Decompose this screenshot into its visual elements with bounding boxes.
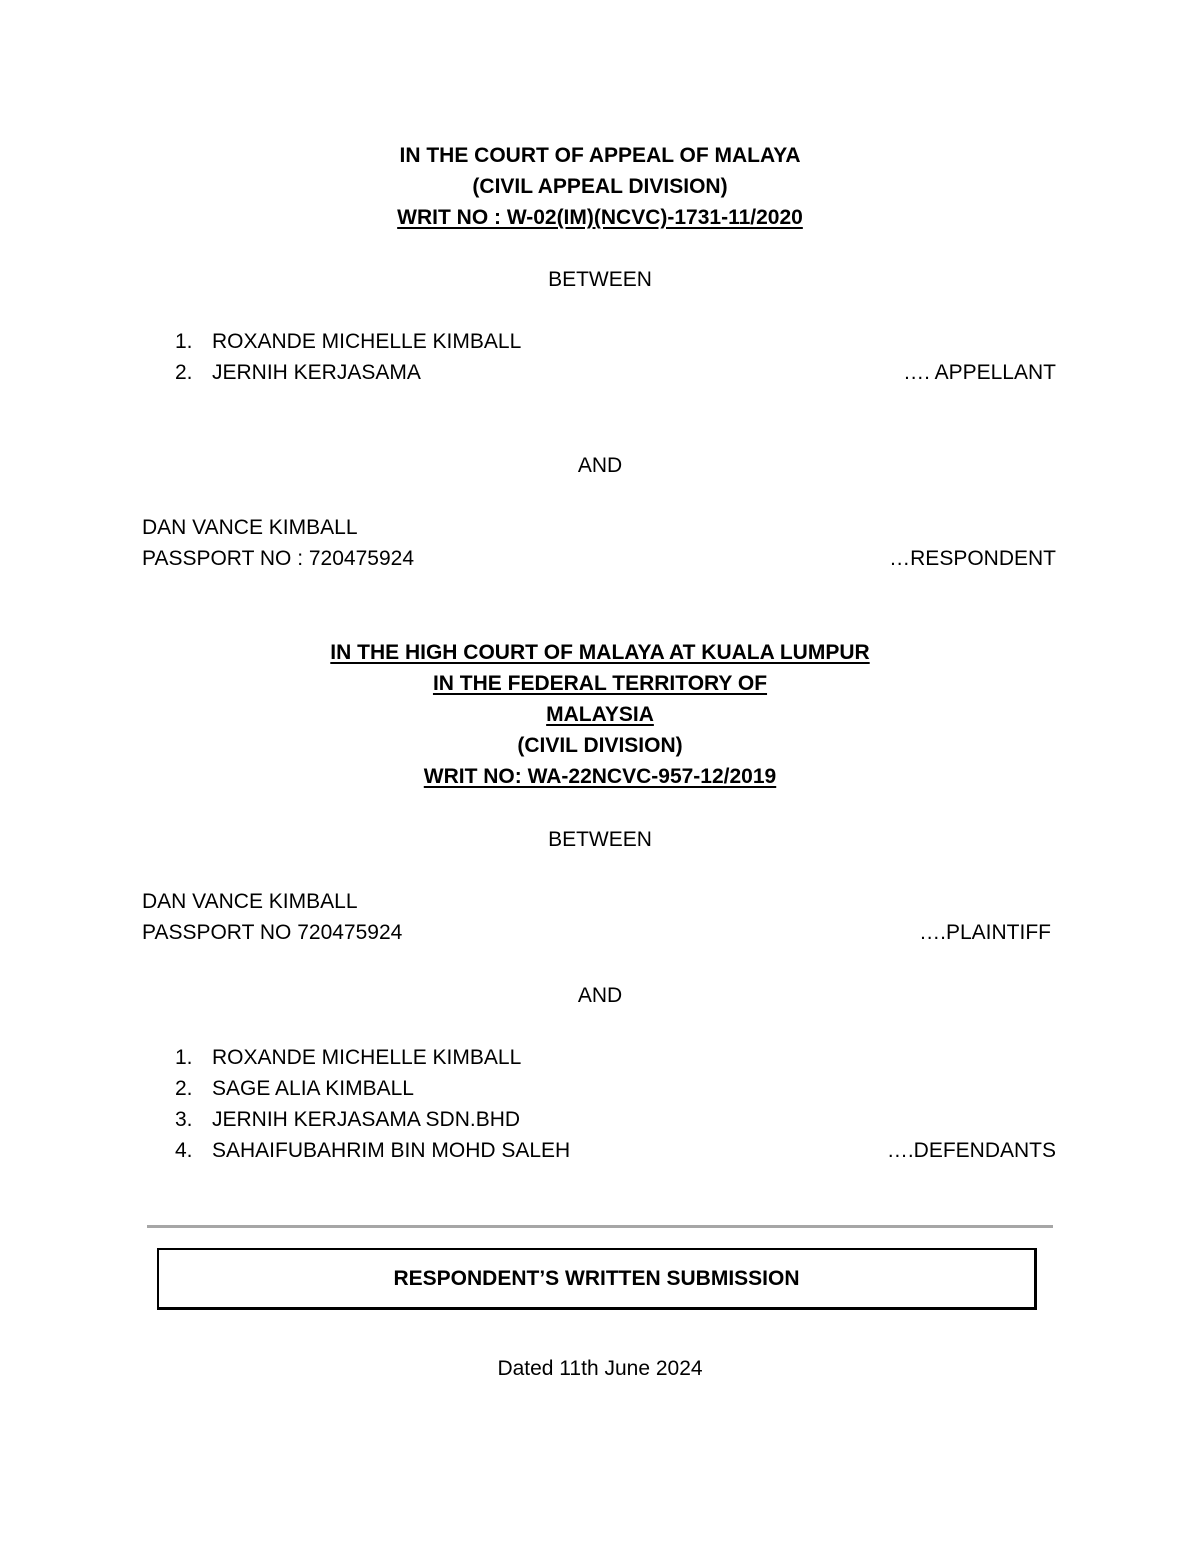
horizontal-divider — [147, 1225, 1053, 1228]
plaintiff-name: DAN VANCE KIMBALL — [142, 890, 358, 913]
high-court-writ-text: WRIT NO: WA-22NCVC-957-12/2019 — [423, 765, 777, 788]
high-court-and: AND — [577, 984, 623, 1007]
defendant-name: SAHAIFUBAHRIM BIN MOHD SALEH — [212, 1139, 571, 1162]
appellant-name: JERNIH KERJASAMA — [212, 361, 421, 384]
appellant-name: ROXANDE MICHELLE KIMBALL — [212, 330, 522, 353]
respondent-name: DAN VANCE KIMBALL — [142, 516, 358, 539]
defendant-name: SAGE ALIA KIMBALL — [212, 1077, 414, 1100]
appellant-number: 2. — [175, 361, 193, 384]
defendant-number: 3. — [175, 1108, 193, 1131]
high-court-title — [0, 699, 1200, 730]
defendant-number: 4. — [175, 1139, 193, 1162]
submission-date: Dated 11th June 2024 — [497, 1357, 703, 1380]
high-court-division: (CIVIL DIVISION) — [517, 734, 683, 757]
appellant-role: …. APPELLANT — [903, 361, 1056, 384]
submission-title: RESPONDENT’S WRITTEN SUBMISSION — [393, 1267, 800, 1290]
defendant-name: ROXANDE MICHELLE KIMBALL — [212, 1046, 522, 1069]
plaintiff-passport: PASSPORT NO 720475924 — [142, 921, 403, 944]
high-court-title — [0, 637, 1200, 668]
high-court-writ-number — [0, 761, 1200, 792]
appeal-writ-text: WRIT NO : W-02(IM)(NCVC)-1731-11/2020 — [397, 206, 803, 229]
respondent-role: …RESPONDENT — [889, 547, 1056, 570]
defendant-number: 1. — [175, 1046, 193, 1069]
high-court-title-line-2: IN THE FEDERAL TERRITORY OF — [432, 672, 768, 695]
defendant-name: JERNIH KERJASAMA SDN.BHD — [212, 1108, 521, 1131]
high-court-between: BETWEEN — [548, 828, 652, 851]
appeal-writ-number — [0, 202, 1200, 233]
appeal-court-title: IN THE COURT OF APPEAL OF MALAYA — [399, 144, 801, 167]
appeal-court-division: (CIVIL APPEAL DIVISION) — [472, 175, 728, 198]
high-court-title-line-3: MALAYSIA — [546, 703, 654, 726]
high-court-title — [0, 668, 1200, 699]
submission-title-box — [157, 1248, 1037, 1310]
defendant-number: 2. — [175, 1077, 193, 1100]
appeal-and: AND — [577, 454, 623, 477]
respondent-passport: PASSPORT NO : 720475924 — [142, 547, 414, 570]
appeal-between: BETWEEN — [548, 268, 652, 291]
appellant-number: 1. — [175, 330, 193, 353]
plaintiff-role: ….PLAINTIFF — [919, 921, 1051, 944]
high-court-title-line-1: IN THE HIGH COURT OF MALAYA AT KUALA LUMPUR — [330, 641, 870, 664]
defendant-role: ….DEFENDANTS — [886, 1139, 1056, 1162]
